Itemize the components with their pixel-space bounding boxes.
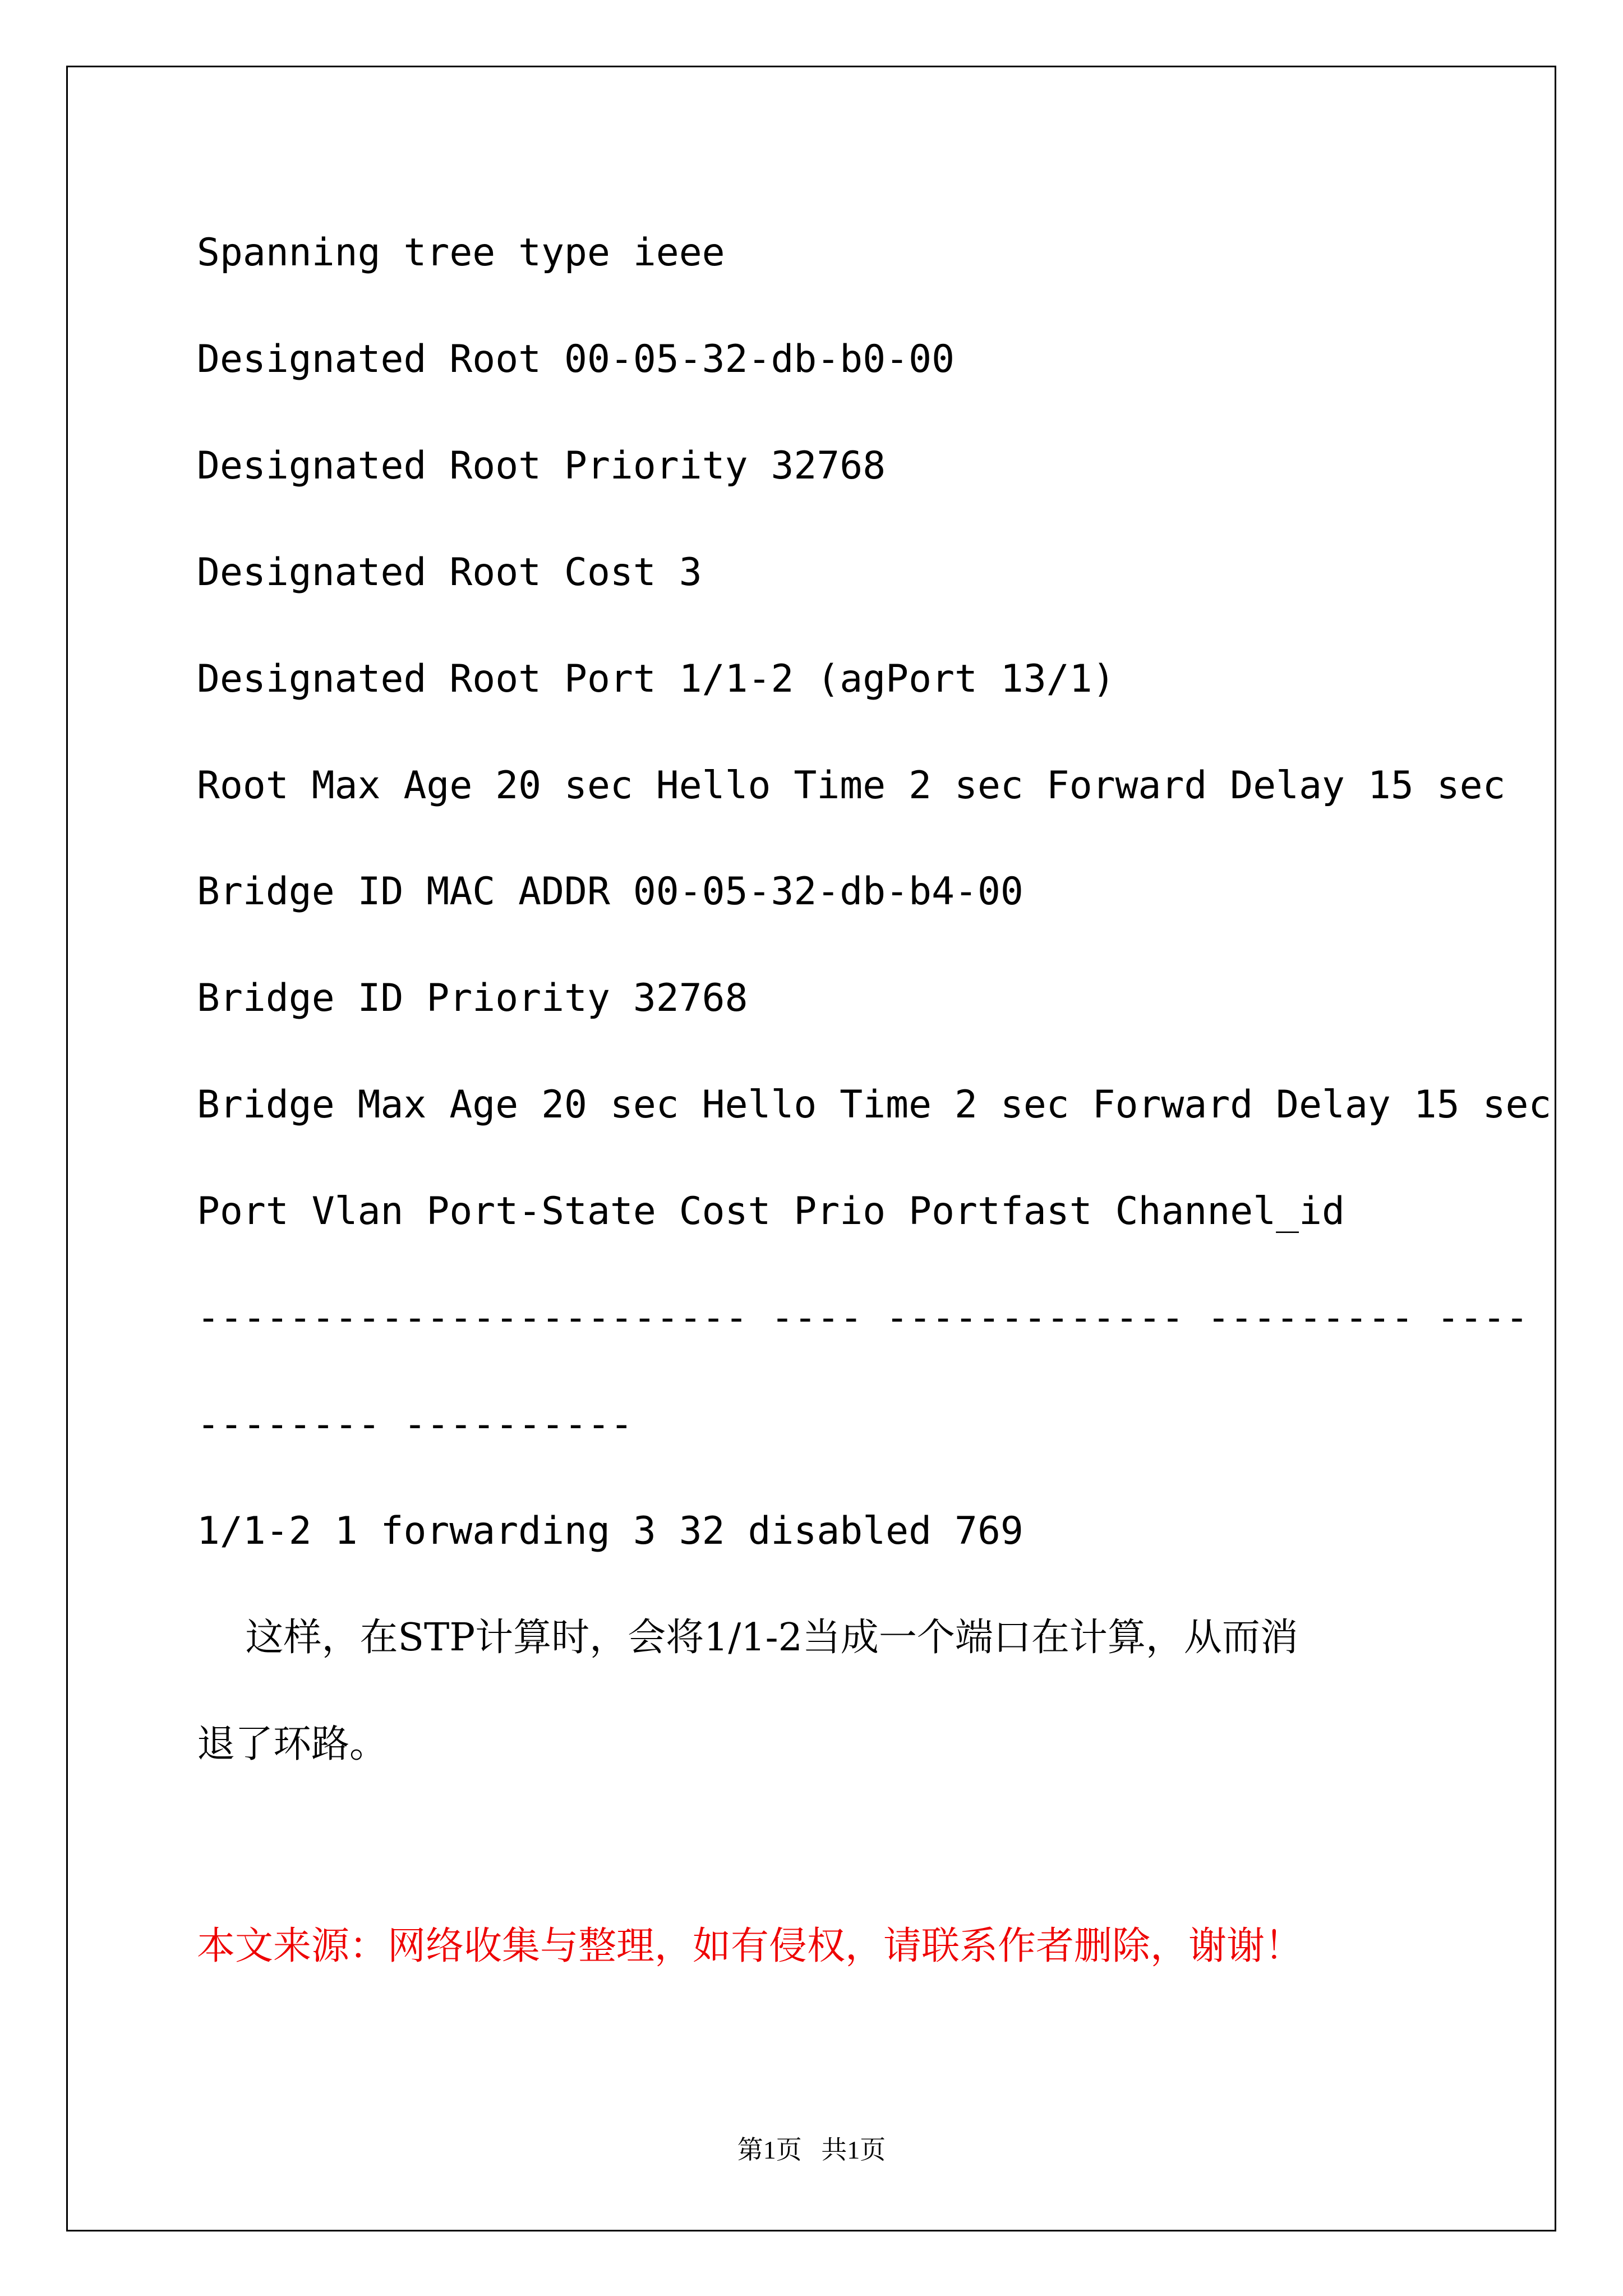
text-line-designated-root-port: Designated Root Port 1/1-2 (agPort 13/1) <box>197 657 1115 701</box>
source-note: 本文来源：网络收集与整理，如有侵权，请联系作者删除，谢谢！ <box>197 1924 1303 1968</box>
paragraph-line-2: 退了环路。 <box>197 1722 388 1766</box>
text-line-bridge-mac: Bridge ID MAC ADDR 00-05-32-db-b4-00 <box>197 869 1023 914</box>
text-line-designated-root-cost: Designated Root Cost 3 <box>197 550 702 595</box>
page-footer: 第1页 共1页 <box>737 2136 886 2164</box>
page-border <box>66 66 1556 2231</box>
text-line-bridge-priority: Bridge ID Priority 32768 <box>197 976 748 1020</box>
table-row: 1/1-2 1 forwarding 3 32 disabled 769 <box>197 1509 1023 1553</box>
table-header: Port Vlan Port-State Cost Prio Portfast Channel_id <box>197 1189 1345 1234</box>
text-line-designated-root: Designated Root 00-05-32-db-b0-00 <box>197 337 955 381</box>
text-line-spanning-tree-type: Spanning tree type ieee <box>197 231 725 275</box>
text-line-designated-root-priority: Designated Root Priority 32768 <box>197 444 886 488</box>
paragraph-line-1: 这样，在STP计算时，会将1/1-2当成一个端口在计算，从而消 <box>197 1616 1298 1660</box>
text-line-root-timers: Root Max Age 20 sec Hello Time 2 sec Forward Delay 15 sec <box>197 763 1506 808</box>
table-separator-2: -------- ---------- <box>197 1402 633 1447</box>
table-separator-1: ------------------------ ---- ------------- --------- ---- <box>197 1296 1529 1340</box>
text-line-bridge-timers: Bridge Max Age 20 sec Hello Time 2 sec Forward Delay 15 sec <box>197 1083 1552 1127</box>
